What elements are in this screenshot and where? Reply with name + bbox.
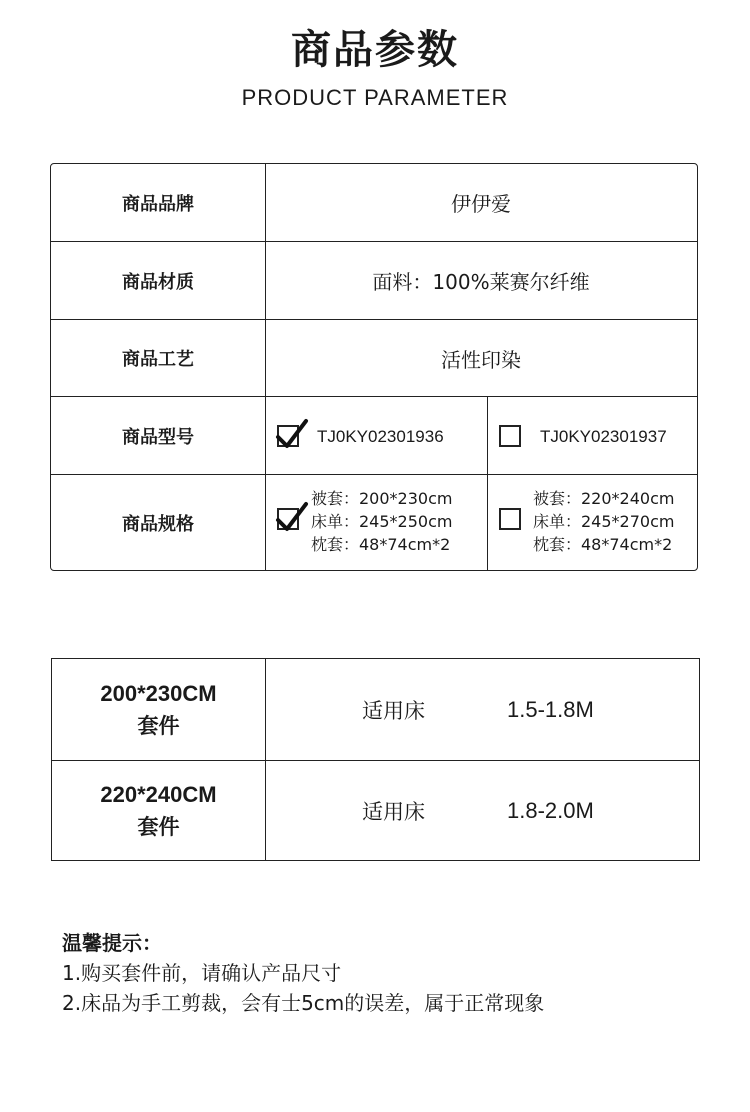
spec-label: 商品规格 xyxy=(51,475,266,571)
size-table xyxy=(51,658,700,861)
bed-label: 适用床 xyxy=(362,698,425,723)
spec-1-pillow: 枕套：48*74cm*2 xyxy=(311,535,451,554)
spec-lines-1 xyxy=(311,487,452,556)
craft-label: 商品工艺 xyxy=(51,320,266,396)
size-set: 套件 xyxy=(137,713,180,738)
spec-lines-2 xyxy=(533,487,674,556)
bed-range: 1.5-1.8M xyxy=(507,696,594,722)
model-label: 商品型号 xyxy=(51,397,266,474)
spec-2-duvet: 被套：220*240cm xyxy=(533,489,675,508)
bed-label: 适用床 xyxy=(362,800,425,824)
craft-value: 活性印染 xyxy=(441,347,521,372)
model-checkbox-2[interactable] xyxy=(499,425,521,447)
checkmark-icon xyxy=(275,417,309,451)
brand-label: 商品品牌 xyxy=(51,164,266,241)
size-row xyxy=(52,659,699,760)
spec-checkbox-1[interactable] xyxy=(277,508,299,530)
tips-line-1: 1.购买套件前，请确认产品尺寸 xyxy=(62,961,342,985)
spec-1-duvet: 被套：200*230cm xyxy=(311,489,453,508)
spec-checkbox-2[interactable] xyxy=(499,508,521,530)
spec-2-pillow: 枕套：48*74cm*2 xyxy=(533,535,673,554)
parameter-table xyxy=(50,163,698,571)
material-row xyxy=(51,241,697,319)
page-title: 商品参数 xyxy=(291,27,459,73)
model-row xyxy=(51,396,697,474)
material-value: 面料：100%莱赛尔纤维 xyxy=(372,270,590,294)
tips-line-2: 2.床品为手工剪裁，会有士5cm的误差，属于正常现象 xyxy=(62,991,545,1015)
model-code-2: TJ0KY02301937 xyxy=(540,427,667,446)
page-subtitle: PRODUCT PARAMETER xyxy=(241,85,509,110)
size-value: 200*230CM xyxy=(100,680,217,706)
spec-row xyxy=(51,474,697,571)
spec-option-2[interactable] xyxy=(487,475,697,571)
checkmark-icon xyxy=(275,500,309,534)
tips-section xyxy=(62,928,544,1018)
spec-option-1[interactable] xyxy=(265,475,488,571)
size-value: 220*240CM xyxy=(100,782,217,807)
spec-1-sheet: 床单：245*250cm xyxy=(311,512,453,531)
bed-range: 1.8-2.0M xyxy=(507,798,594,823)
brand-value: 伊伊爱 xyxy=(451,192,511,216)
model-checkbox-1[interactable] xyxy=(277,425,299,447)
size-row xyxy=(52,760,699,861)
model-code-1: TJ0KY02301936 xyxy=(317,427,444,446)
size-cell xyxy=(52,761,266,861)
size-set: 套件 xyxy=(137,815,180,839)
brand-row xyxy=(51,164,697,241)
craft-row xyxy=(51,319,697,396)
size-cell xyxy=(52,659,266,760)
material-label: 商品材质 xyxy=(51,242,266,319)
model-option-1[interactable] xyxy=(265,397,488,474)
spec-2-sheet: 床单：245*270cm xyxy=(533,512,675,531)
tips-heading: 温馨提示： xyxy=(62,931,162,955)
model-option-2[interactable] xyxy=(487,397,697,474)
